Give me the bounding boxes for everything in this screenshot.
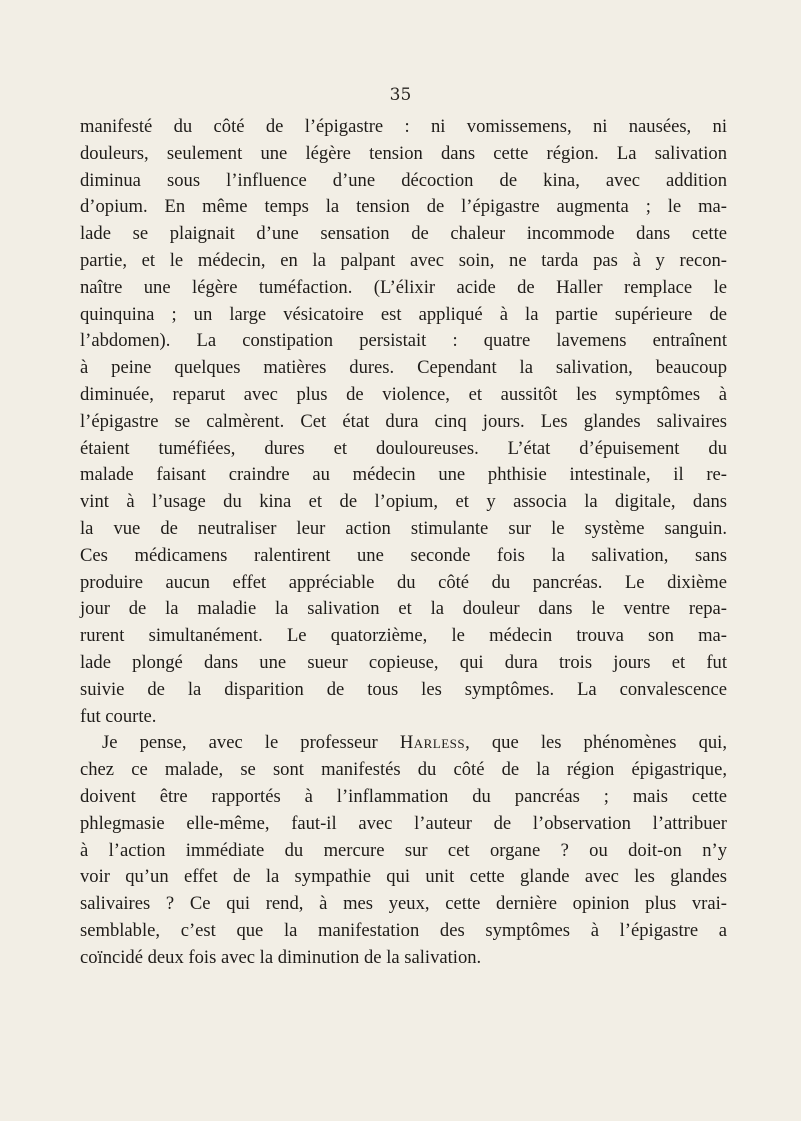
paragraph-line: doivent être rapportés à l’inflammation du pancréas ; mais cette <box>80 785 727 807</box>
paragraph-1 <box>80 114 727 730</box>
paragraph-line: fut courte. <box>80 705 157 727</box>
paragraph-line: semblable, c’est que la manifestation des symptômes à l’épigastre a <box>80 919 727 941</box>
paragraph-line: produire aucun effet appréciable du côté du pancréas. Le dixième <box>80 571 727 593</box>
author-name: Harless <box>399 732 466 754</box>
paragraph-line: voir qu’un effet de la sympathie qui unit cette glande avec les glandes <box>80 866 727 888</box>
paragraph-line: quinquina ; un large vésicatoire est appliqué à la partie supérieure de <box>80 303 727 325</box>
paragraph-line: l’épigastre se calmèrent. Cet état dura cinq jours. Les glandes salivaires <box>80 410 727 432</box>
paragraph-line: naître une légère tuméfaction. (L’élixir acide de Haller remplace le <box>80 276 727 298</box>
paragraph-line: phlegmasie elle-même, faut-il avec l’auteur de l’observation l’attribuer <box>80 812 727 834</box>
paragraph-line: manifesté du côté de l’épigastre : ni vomissemens, ni nausées, ni <box>80 116 727 137</box>
paragraph-line: étaient tuméfiées, dures et douloureuses. L’état d’épuisement du <box>80 437 727 459</box>
paragraph-line: lade se plaignait d’une sensation de chaleur incommode dans cette <box>80 223 727 245</box>
line-start: Je pense, avec le professeur <box>102 732 400 754</box>
paragraph-line: à peine quelques matières dures. Cependant la salivation, beaucoup <box>80 357 727 379</box>
paragraph-line: malade faisant craindre au médecin une phthisie intestinale, il re- <box>80 464 727 486</box>
paragraph-line: jour de la maladie la salivation et la douleur dans le ventre repa- <box>80 598 727 620</box>
body-text <box>80 114 727 972</box>
paragraph-line: la vue de neutraliser leur action stimulante sur le système sanguin. <box>80 517 727 539</box>
paragraph-line: coïncidé deux fois avec la diminution de la salivation. <box>80 946 482 968</box>
page-number: 35 <box>389 85 412 105</box>
paragraph-line: lade plongé dans une sueur copieuse, qui dura trois jours et fut <box>80 651 727 673</box>
paragraph-line: vint à l’usage du kina et de l’opium, et y associa la digitale, dans <box>80 491 727 513</box>
paragraph-line: diminua sous l’influence d’une décoction de kina, avec addition <box>80 169 727 191</box>
paragraph-line: Ces médicamens ralentirent une seconde fois la salivation, sans <box>80 544 727 566</box>
paragraph-line: d’opium. En même temps la tension de l’épigastre augmenta ; le ma- <box>80 196 727 218</box>
paragraph-line: à l’action immédiate du mercure sur cet organe ? ou doit-on n’y <box>80 839 727 861</box>
paragraph-line <box>80 730 727 757</box>
paragraph-line: l’abdomen). La constipation persistait : quatre lavemens entraînent <box>80 330 727 352</box>
line-end: , que les phénomènes qui, <box>465 732 727 754</box>
paragraph-line: suivie de la disparition de tous les symptômes. La convalescence <box>80 678 727 700</box>
paragraph-line: douleurs, seulement une légère tension dans cette région. La salivation <box>80 142 727 164</box>
paragraph-line: diminuée, reparut avec plus de violence, et aussitôt les symptômes à <box>80 383 727 405</box>
paragraph-2 <box>80 730 727 971</box>
paragraph-line: partie, et le médecin, en la palpant avec soin, ne tarda pas à y recon- <box>80 249 727 271</box>
paragraph-line: chez ce malade, se sont manifestés du côté de la région épigastrique, <box>80 759 727 781</box>
paragraph-line: rurent simultanément. Le quatorzième, le médecin trouva son ma- <box>80 625 727 647</box>
paragraph-line: salivaires ? Ce qui rend, à mes yeux, cette dernière opinion plus vrai- <box>80 893 727 915</box>
